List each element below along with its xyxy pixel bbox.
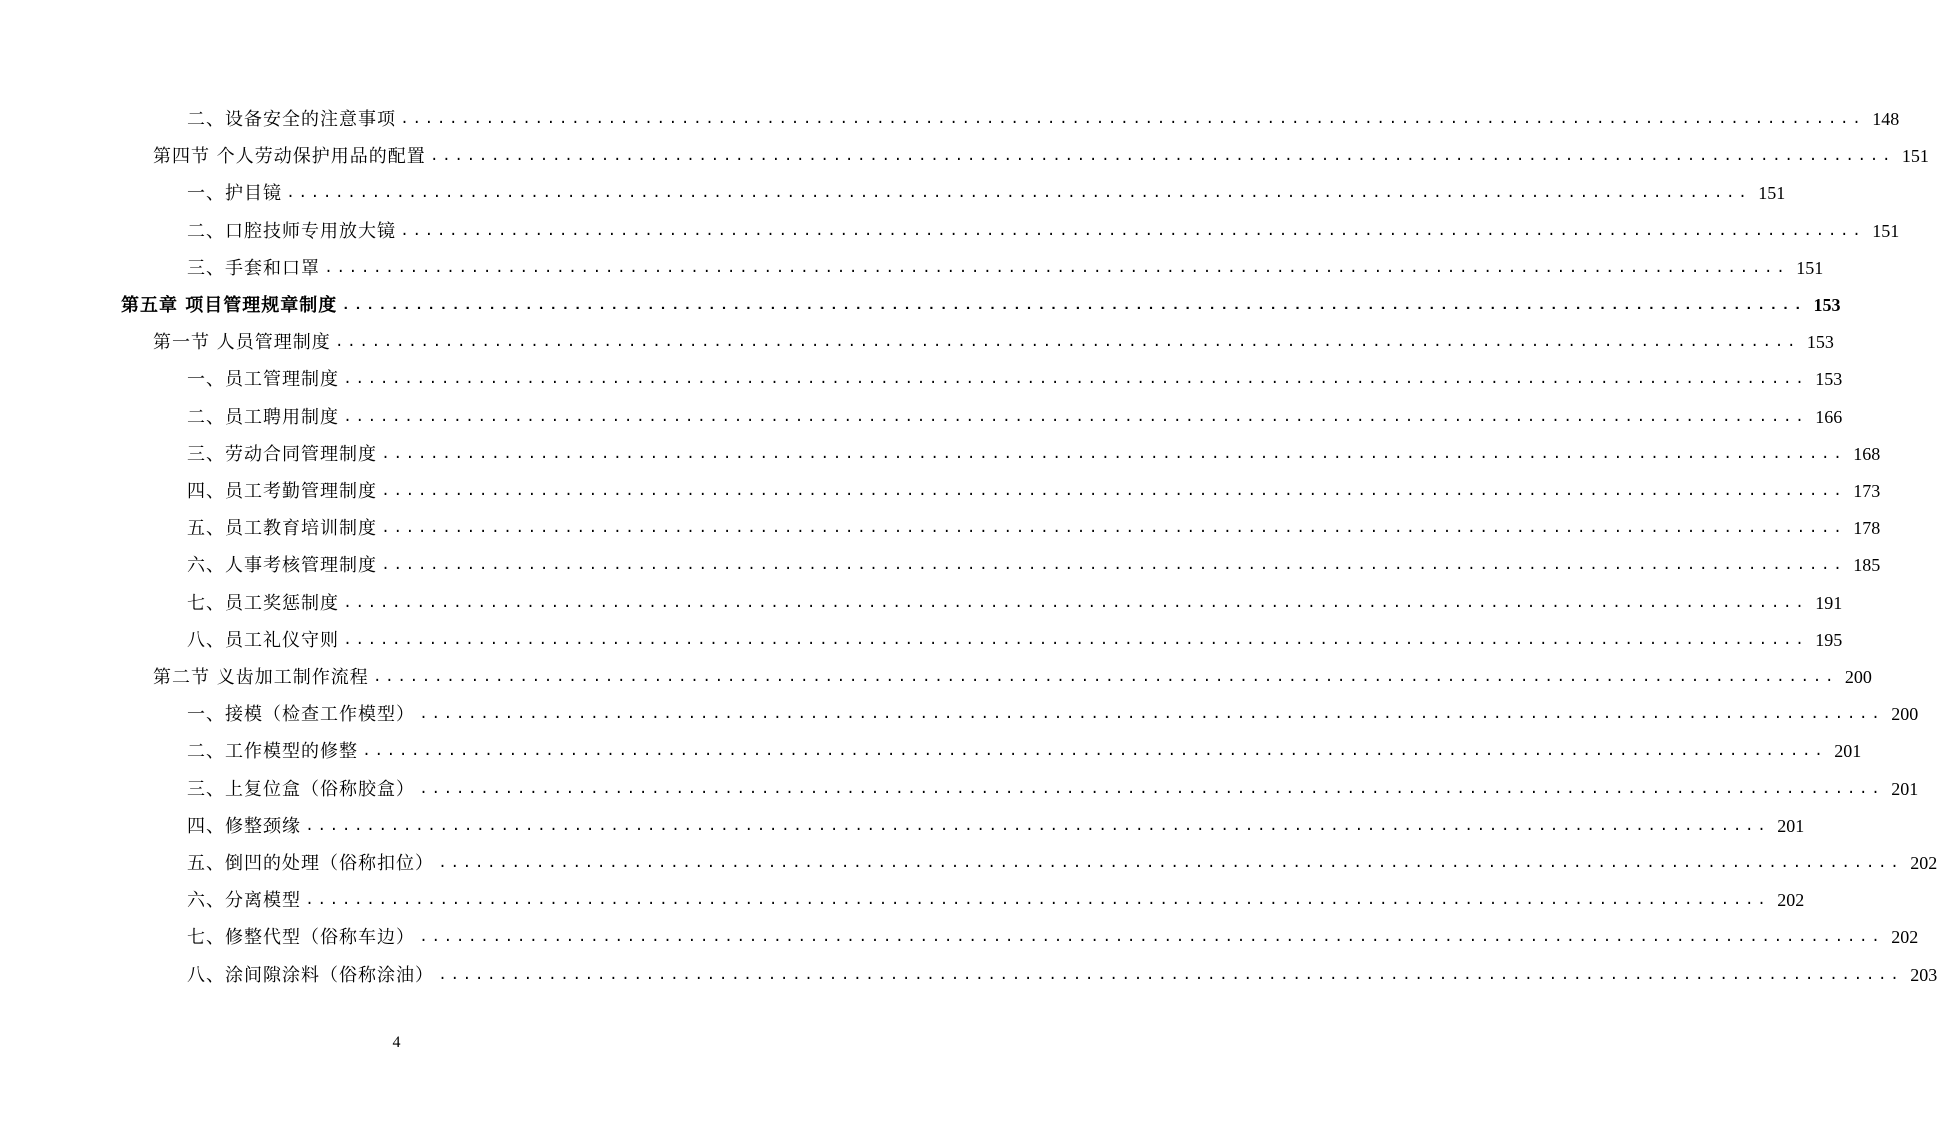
toc-entry-title: 第一节 人员管理制度 <box>153 332 331 353</box>
toc-dot-leader: ........................................................................................................................ <box>381 483 1846 500</box>
toc-entry[interactable] <box>187 213 1900 250</box>
toc-entry-title: 六、人事考核管理制度 <box>187 555 377 576</box>
toc-entry-title: 二、设备安全的注意事项 <box>187 109 396 130</box>
toc-entry[interactable] <box>187 101 1900 138</box>
toc-entry[interactable] <box>187 622 1843 659</box>
toc-entry[interactable] <box>187 250 1824 287</box>
toc-entry[interactable] <box>187 882 1805 919</box>
toc-entry-title: 三、劳动合同管理制度 <box>187 444 377 465</box>
toc-dot-leader: ........................................................................................................................ <box>400 223 1865 240</box>
toc-entry[interactable] <box>187 696 1919 733</box>
toc-entry[interactable] <box>187 361 1843 398</box>
toc-dot-leader: ........................................................................................................................ <box>343 632 1808 649</box>
toc-entry[interactable] <box>187 845 1937 882</box>
toc-dot-leader: ........................................................................................................................ <box>429 148 1894 165</box>
toc-dot-leader: ........................................................................................................................ <box>419 929 1884 946</box>
toc-entry-title: 五、员工教育培训制度 <box>187 518 377 539</box>
toc-entry-title: 六、分离模型 <box>187 890 301 911</box>
toc-dot-leader: ........................................................................................................................ <box>341 297 1806 314</box>
toc-entry-page: 153 <box>1813 295 1841 315</box>
toc-dot-leader: ........................................................................................................................ <box>419 781 1884 798</box>
toc-entry-title: 一、护目镜 <box>187 183 282 204</box>
toc-entry-page: 153 <box>1806 332 1834 352</box>
toc-entry-page: 200 <box>1844 667 1872 687</box>
toc-entry-title: 七、修整代型（俗称车边） <box>187 927 415 948</box>
toc-dot-leader: ........................................................................................................................ <box>305 892 1770 909</box>
toc-entry-page: 168 <box>1853 444 1881 464</box>
toc-entry[interactable] <box>187 957 1937 994</box>
toc-entry-page: 202 <box>1777 890 1805 910</box>
toc-entry-title: 二、工作模型的修整 <box>187 741 358 762</box>
toc-entry-title: 五、倒凹的处理（俗称扣位） <box>187 853 434 874</box>
toc-dot-leader: ........................................................................................................................ <box>343 409 1808 426</box>
toc-entry-page: 151 <box>1901 146 1929 166</box>
toc-entry-page: 200 <box>1891 704 1919 724</box>
toc-entry-page: 202 <box>1891 927 1919 947</box>
toc-entry-title: 四、员工考勤管理制度 <box>187 481 377 502</box>
toc-entry-title: 一、员工管理制度 <box>187 369 339 390</box>
toc-dot-leader: ........................................................................................................................ <box>419 706 1884 723</box>
toc-entry-title: 二、口腔技师专用放大镜 <box>187 221 396 242</box>
toc-entry-page: 151 <box>1872 221 1900 241</box>
toc-dot-leader: ........................................................................................................................ <box>343 371 1808 388</box>
toc-entry[interactable] <box>153 138 1929 175</box>
toc-entry-title: 一、接模（检查工作模型） <box>187 704 415 725</box>
toc-entry[interactable] <box>187 399 1843 436</box>
toc-entry-page: 195 <box>1815 630 1843 650</box>
toc-dot-leader: ........................................................................................................................ <box>305 818 1770 835</box>
toc-entry-title: 七、员工奖惩制度 <box>187 593 339 614</box>
toc-entry-title: 八、员工礼仪守则 <box>187 630 339 651</box>
toc-dot-leader: ........................................................................................................................ <box>343 595 1808 612</box>
toc-entry-page: 201 <box>1891 779 1919 799</box>
toc-dot-leader: ........................................................................................................................ <box>324 260 1789 277</box>
toc-entry-page: 178 <box>1853 518 1881 538</box>
toc-entry-page: 166 <box>1815 407 1843 427</box>
toc-dot-leader: ........................................................................................................................ <box>362 743 1827 760</box>
toc-entry-title: 第二节 义齿加工制作流程 <box>153 667 369 688</box>
toc-entry-page: 201 <box>1777 816 1805 836</box>
toc-entry-title: 三、手套和口罩 <box>187 258 320 279</box>
toc-entry[interactable] <box>187 510 1881 547</box>
toc-entry[interactable] <box>187 771 1919 808</box>
toc-dot-leader: ........................................................................................................................ <box>381 557 1846 574</box>
toc-entry[interactable] <box>187 585 1843 622</box>
toc-entry[interactable] <box>187 436 1881 473</box>
toc-entry-title: 第四节 个人劳动保护用品的配置 <box>153 146 426 167</box>
toc-dot-leader: ........................................................................................................................ <box>381 446 1846 463</box>
toc-entry-title: 第五章 项目管理规章制度 <box>121 295 338 316</box>
toc-entry[interactable] <box>187 175 1786 212</box>
toc-entry[interactable] <box>153 659 1872 696</box>
toc-entry-page: 203 <box>1910 965 1937 985</box>
toc-entry-page: 191 <box>1815 593 1843 613</box>
toc-dot-leader: ........................................................................................................................ <box>334 334 1799 351</box>
page-number: 4 <box>392 1034 401 1051</box>
toc-dot-leader: ........................................................................................................................ <box>372 669 1837 686</box>
toc-dot-leader: ........................................................................................................................ <box>400 111 1865 128</box>
toc-entry-page: 202 <box>1910 853 1937 873</box>
toc-entry-page: 151 <box>1758 183 1786 203</box>
toc-entry[interactable] <box>187 473 1881 510</box>
toc-entry-page: 173 <box>1853 481 1881 501</box>
toc-entry[interactable] <box>153 324 1834 361</box>
toc-entry[interactable] <box>121 287 1841 324</box>
toc-entry[interactable] <box>187 547 1881 584</box>
toc-dot-leader: ........................................................................................................................ <box>381 520 1846 537</box>
toc-entry[interactable] <box>187 808 1805 845</box>
toc-entry-page: 153 <box>1815 369 1843 389</box>
toc-entry-title: 三、上复位盒（俗称胶盒） <box>187 779 415 800</box>
toc-entry[interactable] <box>187 733 1862 770</box>
toc-dot-leader: ........................................................................................................................ <box>438 967 1903 984</box>
toc-entry-title: 四、修整颈缘 <box>187 816 301 837</box>
toc-entry-page: 185 <box>1853 555 1881 575</box>
toc-dot-leader: ........................................................................................................................ <box>286 185 1751 202</box>
toc-entry-page: 151 <box>1796 258 1824 278</box>
toc-entry-page: 148 <box>1872 109 1900 129</box>
toc-entry[interactable] <box>187 919 1919 956</box>
toc-entry-title: 二、员工聘用制度 <box>187 407 339 428</box>
toc-entry-page: 201 <box>1834 741 1862 761</box>
toc-entry-title: 八、涂间隙涂料（俗称涂油） <box>187 965 434 986</box>
toc-dot-leader: ........................................................................................................................ <box>438 855 1903 872</box>
